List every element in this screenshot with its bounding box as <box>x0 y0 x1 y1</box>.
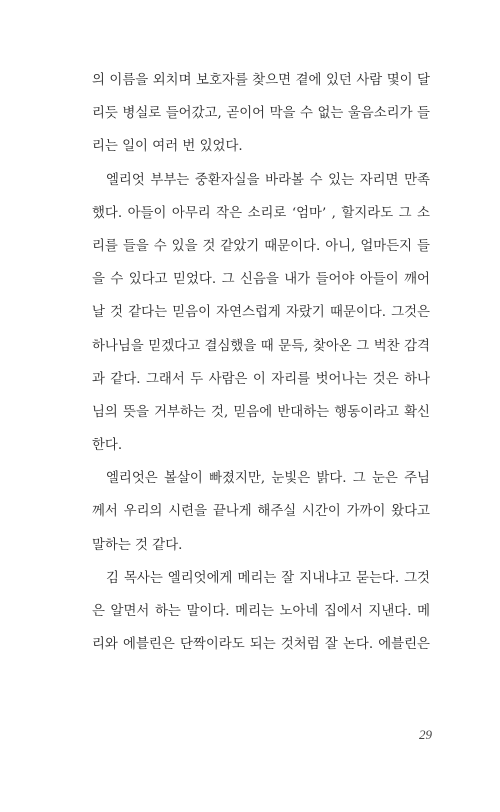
text-line: 의 이름을 외치며 보호자를 찾으면 곁에 있던 사람 몇이 달 <box>92 73 430 88</box>
text-line: 과 같다. 그래서 두 사람은 이 자리를 벗어나는 것은 하나 <box>92 371 430 387</box>
text-line: 님의 뜻을 거부하는 것, 믿음에 반대하는 행동이라고 확신 <box>92 404 430 420</box>
text-line: 리듯 병실로 들어갔고, 곧이어 막을 수 없는 울음소리가 들 <box>92 106 430 122</box>
page-number: 29 <box>419 727 432 742</box>
text-line: 했다. 아들이 아무리 작은 소리로 ‘엄마’ , 할지라도 그 소 <box>92 205 430 221</box>
text-line: 엘리엇 부부는 중환자실을 바라볼 수 있는 자리면 만족 <box>106 172 430 188</box>
text-line: 리는 일이 여러 번 있었다. <box>92 139 243 155</box>
text-line: 리와 에블린은 단짝이라도 되는 것처럼 잘 논다. 에블린은 <box>92 637 430 653</box>
text-line: 은 알면서 하는 말이다. 메리는 노아네 집에서 지낸다. 메 <box>92 604 430 619</box>
text-line: 께서 우리의 시련을 끝나게 해주실 시간이 가까이 왔다고 <box>92 504 430 520</box>
text-line: 한다. <box>92 438 123 454</box>
text-line: 리를 들을 수 있을 것 같았기 때문이다. 아니, 얼마든지 들 <box>92 238 430 254</box>
text-line: 하나님을 믿겠다고 결심했을 때 문득, 찾아온 그 벅찬 감격 <box>92 338 430 354</box>
text-line: 김 목사는 엘리엇에게 메리는 잘 지내냐고 묻는다. 그것 <box>106 570 430 586</box>
body-text <box>92 64 430 661</box>
text-line: 말하는 것 같다. <box>92 537 183 553</box>
text-line: 을 수 있다고 믿었다. 그 신음을 내가 들어야 아들이 깨어 <box>92 272 430 288</box>
text-line: 날 것 같다는 믿음이 자연스럽게 자랐기 때문이다. 그것은 <box>92 305 430 321</box>
text-line: 엘리엇은 볼살이 빠졌지만, 눈빛은 밝다. 그 눈은 주님 <box>106 471 430 487</box>
